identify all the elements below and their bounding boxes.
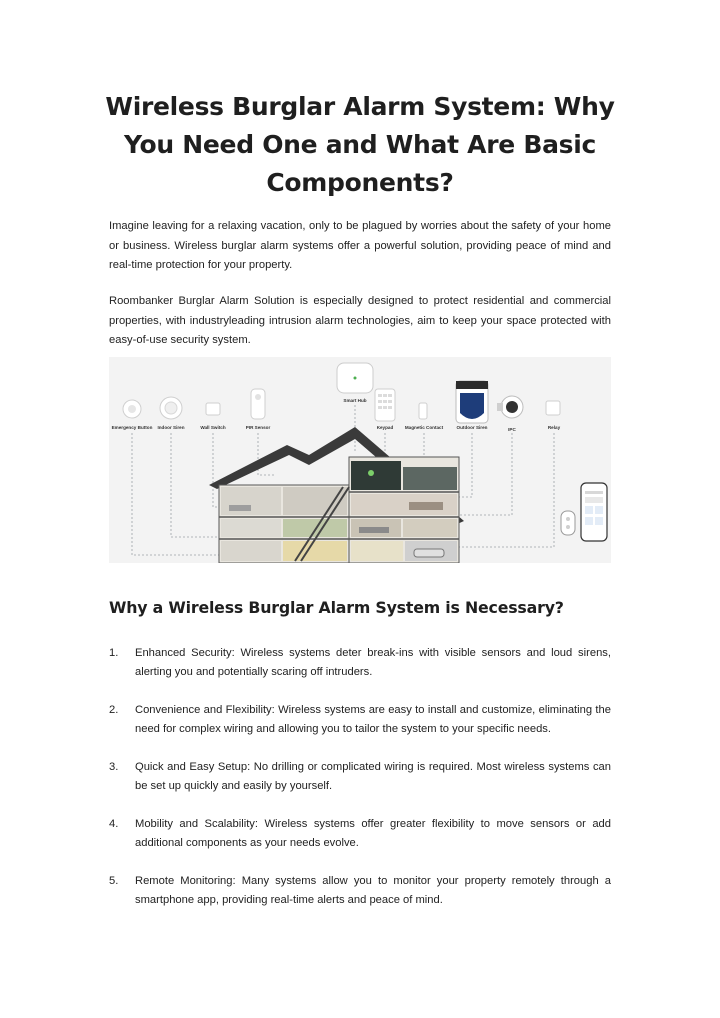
section-heading: Why a Wireless Burglar Alarm System is Necessary? [109, 598, 564, 617]
list-item-text: Enhanced Security: Wireless systems deter break-ins with visible sensors and loud sirens, alerting you and potentially scaring off intruders. [135, 647, 611, 678]
list-item-number: 4. [109, 818, 119, 830]
label-pir-sensor: PIR Sensor [245, 425, 271, 430]
smart-hub-icon [337, 363, 373, 393]
list-item-number: 1. [109, 647, 119, 659]
intro-paragraph: Imagine leaving for a relaxing vacation, only to be plagued by worries about the safety of your home or business. Wireless burglar alarm systems offer a powerful solution, providing peace of mind and real-time protection for your property. [109, 220, 611, 271]
alarm-system-illustration [109, 357, 611, 563]
list-item-text: Convenience and Flexibility: Wireless systems are easy to install and customize, eliminating the need for complex wiring and allowing you to tailor the system to your specific needs. [135, 704, 611, 735]
label-keypad: Keypad [376, 425, 394, 430]
label-ipc: IPC [508, 427, 516, 432]
solution-paragraph: Roombanker Burglar Alarm Solution is especially designed to protect residential and commercial properties, with industryleading intrusion alarm technologies, aim to keep your space protected with easy-of-use security system. [109, 295, 611, 346]
pir-sensor-icon [251, 389, 265, 419]
list-item [109, 701, 611, 739]
outdoor-siren-icon [456, 381, 488, 423]
keypad-icon [375, 389, 395, 421]
list-item-text: Remote Monitoring: Many systems allow you to monitor your property remotely through a smartphone app, providing real-time alerts and peace of mind. [135, 875, 611, 906]
label-magnetic-contact: Magnetic Contact [404, 425, 444, 430]
list-item [109, 644, 611, 682]
emergency-button-icon [123, 400, 141, 418]
list-item-number: 5. [109, 875, 119, 887]
label-wall-switch: Wall Switch [200, 425, 226, 430]
list-item-text: Mobility and Scalability: Wireless systems offer greater flexibility to move sensors or add additional components as your needs evolve. [135, 818, 611, 849]
magnetic-contact-icon [419, 403, 427, 419]
label-outdoor-siren: Outdoor Siren [456, 425, 488, 430]
label-emergency-button: Emergency Button [111, 425, 153, 430]
relay-icon [546, 401, 560, 415]
document-title: Wireless Burglar Alarm System: Why You Need One and What Are Basic Components? [105, 92, 615, 197]
smartphone-app-icon [581, 483, 607, 541]
reasons-list [109, 644, 611, 929]
remote-fob-icon [561, 511, 575, 535]
indoor-siren-icon [160, 397, 182, 419]
label-smart-hub: Smart Hub [343, 398, 367, 403]
list-item [109, 758, 611, 796]
wall-switch-icon [206, 403, 220, 415]
list-item [109, 872, 611, 910]
label-indoor-siren: Indoor Siren [157, 425, 185, 430]
list-item-text: Quick and Easy Setup: No drilling or complicated wiring is required. Most wireless systems can be set up quickly and easily by yourself. [135, 761, 611, 792]
label-relay: Relay [547, 425, 561, 430]
list-item-number: 2. [109, 704, 119, 716]
list-item-number: 3. [109, 761, 119, 773]
list-item [109, 815, 611, 853]
